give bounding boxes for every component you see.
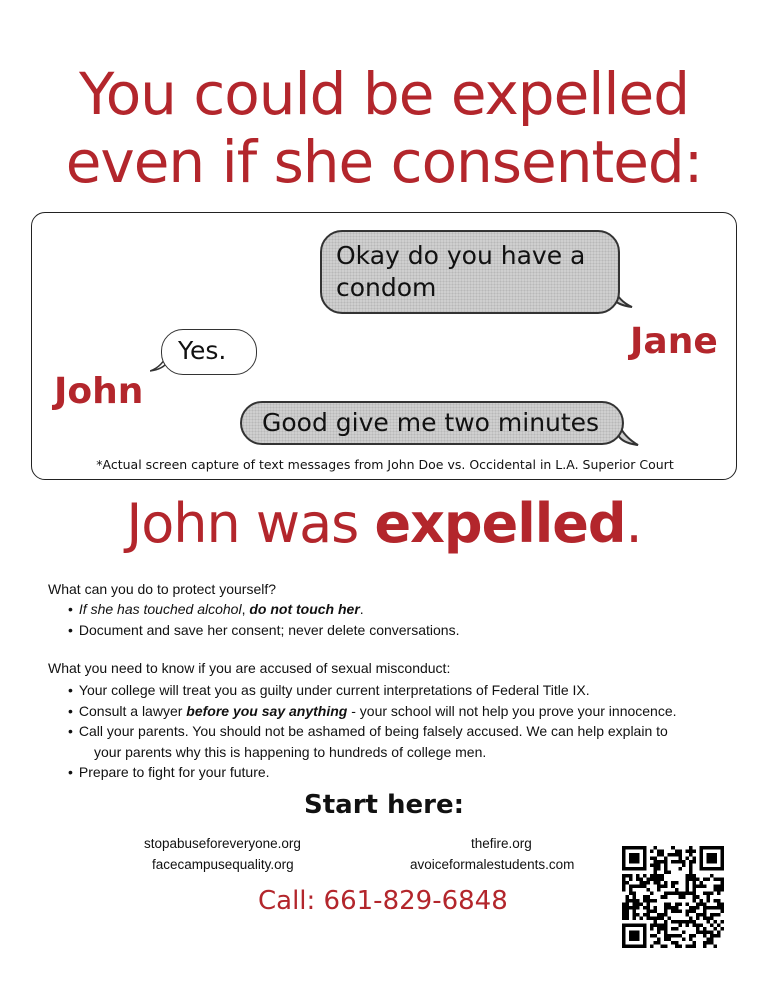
protect-question: What can you do to protect yourself?: [48, 581, 277, 597]
link-avoice[interactable]: avoiceformalestudents.com: [410, 857, 575, 872]
message-text: Okay do you have a condom: [336, 241, 586, 302]
headline-line-2: even if she consented:: [65, 128, 703, 196]
speaker-label-jane: Jane: [630, 321, 718, 362]
lawyer-emphasis: before you say anything: [186, 702, 348, 719]
phone-number[interactable]: Call: 661-829-6848: [258, 886, 508, 916]
text-message-screenshot: [31, 212, 737, 480]
outcome-prefix: John was: [126, 492, 375, 555]
list-item: [68, 599, 459, 620]
screenshot-caption: *Actual screen capture of text messages from John Doe vs. Occidental in L.A. Superior Court: [96, 457, 674, 472]
list-item: • Prepare to fight for your future.: [68, 762, 677, 783]
outcome-suffix: .: [625, 492, 642, 555]
list-item-continuation: your parents why this is happening to hundreds of college men.: [94, 743, 487, 760]
link-stopabuse[interactable]: stopabuseforeveryone.org: [144, 836, 301, 851]
accused-question: What you need to know if you are accused of sexual misconduct:: [48, 660, 451, 676]
outcome-emphasis: expelled: [374, 492, 626, 555]
message-bubble-john: [161, 329, 257, 375]
lawyer-pre: Consult a lawyer: [78, 702, 187, 719]
alcohol-condition: If she has touched alcohol: [78, 601, 242, 617]
link-thefire[interactable]: thefire.org: [471, 836, 532, 851]
message-bubble-jane-1: [320, 230, 620, 314]
list-item: • Your college will treat you as guilty under current interpretations of Federal Title IX.: [68, 680, 677, 701]
period: .: [359, 601, 364, 617]
accused-list: [68, 680, 677, 783]
message-bubble-jane-2: [240, 401, 624, 445]
message-text: Yes.: [178, 336, 227, 365]
lawyer-post: - your school will not help you prove your innocence.: [347, 702, 677, 719]
outcome-headline: [0, 492, 768, 556]
separator: ,: [241, 601, 250, 617]
protect-list: [68, 599, 459, 640]
list-item: [68, 701, 677, 722]
message-text: Good give me two minutes: [262, 408, 600, 437]
link-facecampus[interactable]: facecampusequality.org: [152, 857, 294, 872]
start-here-heading: Start here:: [304, 790, 464, 820]
speaker-label-john: John: [54, 371, 144, 412]
list-item: • Call your parents. You should not be ashamed of being falsely accused. We can help explain to: [68, 721, 677, 742]
list-item: • Document and save her consent; never delete conversations.: [68, 620, 459, 641]
headline-line-1: You could be expelled: [78, 60, 690, 128]
qr-code-icon[interactable]: [622, 846, 724, 948]
do-not-touch: do not touch her: [249, 601, 360, 617]
